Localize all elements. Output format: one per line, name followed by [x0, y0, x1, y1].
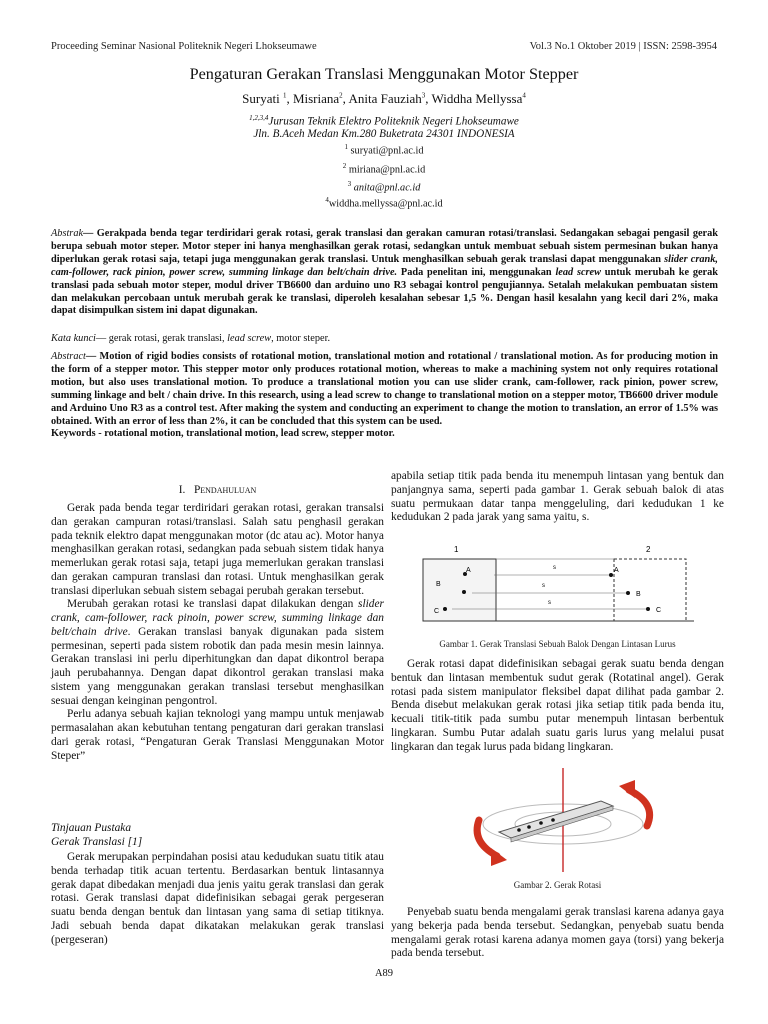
- paragraph: Penyebab suatu benda mengalami gerak translasi karena adanya gaya yang bekerja pada benda tersebut. Sedangkan, penyebab suatu benda mengalami gerak rotasi karena adanya momen gaya (torsi) yang bekerja pada benda tersebut.: [391, 906, 724, 960]
- section-heading: [51, 484, 384, 496]
- email-2: [0, 162, 768, 175]
- abstrak-text: Pada penelitan ini, menggunakan: [397, 266, 556, 278]
- running-header-left: Proceeding Seminar Nasional Politeknik Negeri Lhokseumawe: [51, 41, 317, 52]
- affiliation-sup: 1,2,3,4: [249, 114, 269, 122]
- email-sup: 4: [325, 196, 329, 204]
- abstrak-paragraph: [51, 228, 718, 318]
- abstract-label: Abstract: [51, 351, 86, 362]
- figure-translasi: [418, 542, 700, 628]
- paragraph: Perlu adanya sebuah kajian teknologi yang mampu untuk menjawab permasalahan akan kebutuhan tentang pengaturan dari gerakan translasi dari gerak rotasi, “Pengaturan Gerak Translasi Menggunakan Motor Steper”: [51, 708, 384, 762]
- bar-point: [551, 818, 555, 822]
- label-c: C: [434, 608, 440, 615]
- author-sup: 1: [282, 91, 287, 100]
- subheading-gerak-translasi: Gerak Translasi [1]: [51, 836, 143, 848]
- running-header-right: Vol.3 No.1 Oktober 2019 | ISSN: 2598-3954: [529, 41, 717, 52]
- kata-kunci-text: gerak rotasi, gerak translasi,: [108, 333, 228, 344]
- right-column-top: [391, 470, 724, 525]
- dash: —: [95, 333, 109, 344]
- label-s: s: [548, 600, 551, 606]
- abstrak-text: untuk merubah ke gerak translasi pada sebuah motor steper, modul driver TB6600 dan arduino uno R3 sebagai kontrol pengujiannya. Setalah melakukan pembuatan sistem dan melakukan percobaan untuk merubah gerak ke translasi, diperoleh kesalahan sebesar 1,5 %. Dengan hasil kesalahn yang kecil dari 2%, maka dapat disimpulkan sistem ini dapat digunakan.: [51, 266, 719, 317]
- author-name: Misriana: [292, 91, 340, 106]
- email-1: [0, 143, 768, 156]
- email-text: widdha.mellyssa@pnl.ac.id: [328, 198, 443, 210]
- page-number: A89: [374, 968, 394, 979]
- email-sup: 2: [342, 162, 347, 170]
- paragraph: Gerak rotasi dapat didefinisikan sebagai gerak suatu benda dengan bentuk dan lintasan membentuk sudut gerak (Rotatinal angel). Gerak rotasi pada sistem manipulator fleksibel dapat dilihat pada gambar 2. Benda disebut melakukan gerak rotasi jika setiap titik pada benda itu, kecuali titik-titik pada sumbu putar menempuh lintasan berbentuk lingkaran. Sumbu Putar adalah suatu garis lurus yang melalui pusat lingkaran dan tegak lurus pada bidang lingkaran.: [391, 658, 724, 753]
- abstrak-text: Gerakpada benda tegar terdiridari gerak rotasi, gerak translasi dan gerakan camuran rotasi/translasi. Sedangakan sebagai pengasil gerak berupa sebuah motor steper. Motor steper ini hanya menghasilkan gerak rotasi, sedangkan untuk membuat sebuah sistem permesinan bukan hanya diperlukan gerak rotasi saja, tetapi juga menggunakan gerak translasi. Untuk menghasilkan sebuah gerak translasi dapat menggunakan: [51, 228, 718, 265]
- author-list: Suryati $^1$, Misriana$^2$, Anita Fauziah$^3$, Widdha Mellyssa$^4$: [242, 91, 526, 106]
- email-text: suryati@pnl.ac.id: [350, 145, 424, 157]
- keywords: Keywords - rotational motion, translational motion, lead screw, stepper motor.: [51, 428, 395, 440]
- email-4: [0, 196, 768, 209]
- point-c: [443, 607, 447, 611]
- label-b2: B: [636, 591, 641, 598]
- abstrak-label: Abstrak: [51, 228, 84, 239]
- section-number: I.: [178, 484, 186, 496]
- paragraph-text: . Gerakan translasi banyak digunakan pada sistem permesinan, seperti pada sistem robotik dan pada mesin mesin lainnya. Gerakan translasi ini perlu diperhitungkan dan dapat dikontrol berapa jauh perubahannya. Dengan dapat dikontrol gerakan translasi maka sistem yang menggunakan gerakan translasi tersebut menghasilkan sesuai dengan keinginan pengontrol.: [51, 625, 384, 707]
- paragraph-text: Merubah gerakan rotasi ke translasi dapat dilakukan dengan: [67, 598, 359, 611]
- right-column-rotasi: [391, 658, 724, 754]
- abstract-english: [51, 351, 718, 441]
- affiliation-line-1: [0, 114, 768, 128]
- email-sup: 3: [347, 180, 352, 188]
- point-c2: [646, 607, 650, 611]
- author-sup: 4: [522, 91, 526, 100]
- email-3: [0, 180, 768, 193]
- paragraph: Gerak merupakan perpindahan posisi atau kedudukan suatu titik atau benda terhadap titik acuan tertentu. Berdasarkan bentuk lintasannya gerak dapat dibedakan menjadi dua jenis yaitu gerak translasi dan gerak rotasi. Gerak translasi dapat didefinisikan sebagai gerak pergeseran suatu benda dengan bentuk dan lintasan yang sama di setiap titiknya. Jadi sebuah benda dapat dikatakan melakukan gerak translasi (pergeseran): [51, 851, 384, 946]
- bar-point: [517, 828, 521, 832]
- figure-rotasi: [463, 768, 663, 872]
- bar-point: [539, 821, 543, 825]
- label-b: B: [436, 581, 441, 588]
- kata-kunci-label: Kata kunci: [51, 333, 96, 344]
- label-pos2: 2: [646, 545, 651, 554]
- point-b: [462, 590, 466, 594]
- abstrak-text-italic: lead screw: [555, 266, 601, 278]
- kata-kunci-text: lead screw: [227, 333, 272, 344]
- point-a2: [609, 573, 613, 577]
- label-pos1: 1: [454, 545, 459, 554]
- author-name: Widdha Mellyssa: [431, 91, 523, 106]
- paragraph: apabila setiap titik pada benda itu menempuh lintasan yang bentuk dan panjangnya sama, seperti pada gambar 1. Gerak sebuah balok di atas suatu permukaan datar tanpa menggeluling, dari kedudukan 1 ke kedudukan 2 pada jarak yang sama yaitu, s.: [391, 470, 724, 524]
- affiliation-text: Jurusan Teknik Elektro Politeknik Negeri Lhokseumawe: [268, 115, 519, 128]
- author-name: Suryati: [242, 91, 280, 106]
- rotation-arrowhead-left: [491, 848, 507, 866]
- subheading-tinjauan: Tinjauan Pustaka: [51, 822, 132, 834]
- abstrak-text-italic: slider crank, cam-follower, rack pinion, power screw, summing linkage dan belt/chain drive.: [51, 253, 718, 278]
- paper-title: Pengaturan Gerakan Translasi Menggunakan Motor Stepper: [189, 65, 579, 83]
- label-s: s: [553, 565, 556, 571]
- point-b2: [626, 591, 630, 595]
- author-sup: 2: [339, 91, 343, 100]
- bar-point: [527, 825, 531, 829]
- abstract-text: Motion of rigid bodies consists of rotational motion, translational motion and rotational / translational motion. As for producing motion in the form of a stepper motor. This stepper motor only produces rotational motion, whereas to make a machining system not only requires rotational motion, but also uses translational motion. To produce a translational motion you can use slider crank, cam-follower, rack pinion, power screw, summing linkage and belt / chain drive. In this research, using a lead screw to change to translational motion on a stepper motor, TB6600 driver module and Arduino Uno R3 as a control test. After making the system and conducting an experiment to change the motion to translation, an error of 1.5% was obtained. With an error of less than 2%, it can be concluded that this system can be used.: [51, 351, 719, 427]
- left-column-intro: [51, 502, 384, 763]
- author-sup: 3: [421, 91, 426, 100]
- section-title: Pendahuluan: [193, 484, 257, 496]
- label-c2: C: [656, 607, 662, 614]
- label-a: A: [466, 567, 471, 574]
- dash: —: [83, 228, 97, 239]
- figure-2-caption: Gambar 2. Gerak Rotasi: [513, 880, 602, 890]
- kata-kunci: [51, 333, 330, 344]
- email-text: miriana@pnl.ac.id: [348, 164, 426, 176]
- figure-1-caption: Gambar 1. Gerak Translasi Sebuah Balok Dengan Lintasan Lurus: [439, 639, 676, 649]
- kata-kunci-text: , motor steper.: [271, 333, 331, 344]
- rotation-arrowhead-right: [619, 780, 635, 798]
- label-s: s: [542, 583, 545, 589]
- affiliation-line-2: Jln. B.Aceh Medan Km.280 Buketrata 24301 INDONESIA: [253, 128, 515, 140]
- email-text: anita@pnl.ac.id: [353, 182, 421, 194]
- paragraph: [51, 598, 384, 708]
- paragraph: Gerak pada benda tegar terdiridari gerakan rotasi, gerakan transalsi dan gerakan campuran rotasi/translasi. Salah satu penghasil gerakan pada teknik elektro dapat menggunakan motor (dc atau ac). Motor hanya menghasilkan gerakan rotasi, sedangkan pada sebuah sistem tidak hanya memerlukan gerak rotasi saja, tetapi juga memerlukan gerakan translasi dan gerakan campuran translasi dan rotasi. Untuk menghasilkan gerak translasi diperlukan sebuah sistem sebagai perubah gerakan tersebut.: [51, 502, 384, 597]
- right-column-penyebab: [391, 906, 724, 961]
- label-a2: A: [614, 567, 619, 574]
- dash: —: [85, 351, 100, 362]
- author-name: Anita Fauziah: [348, 91, 422, 106]
- left-column-translasi: [51, 851, 384, 947]
- email-sup: 1: [344, 143, 348, 151]
- paragraph-text-italic: slider crank, cam-follower, rack pinoin, power screw, summing linkage dan belt/chain drive: [51, 598, 384, 638]
